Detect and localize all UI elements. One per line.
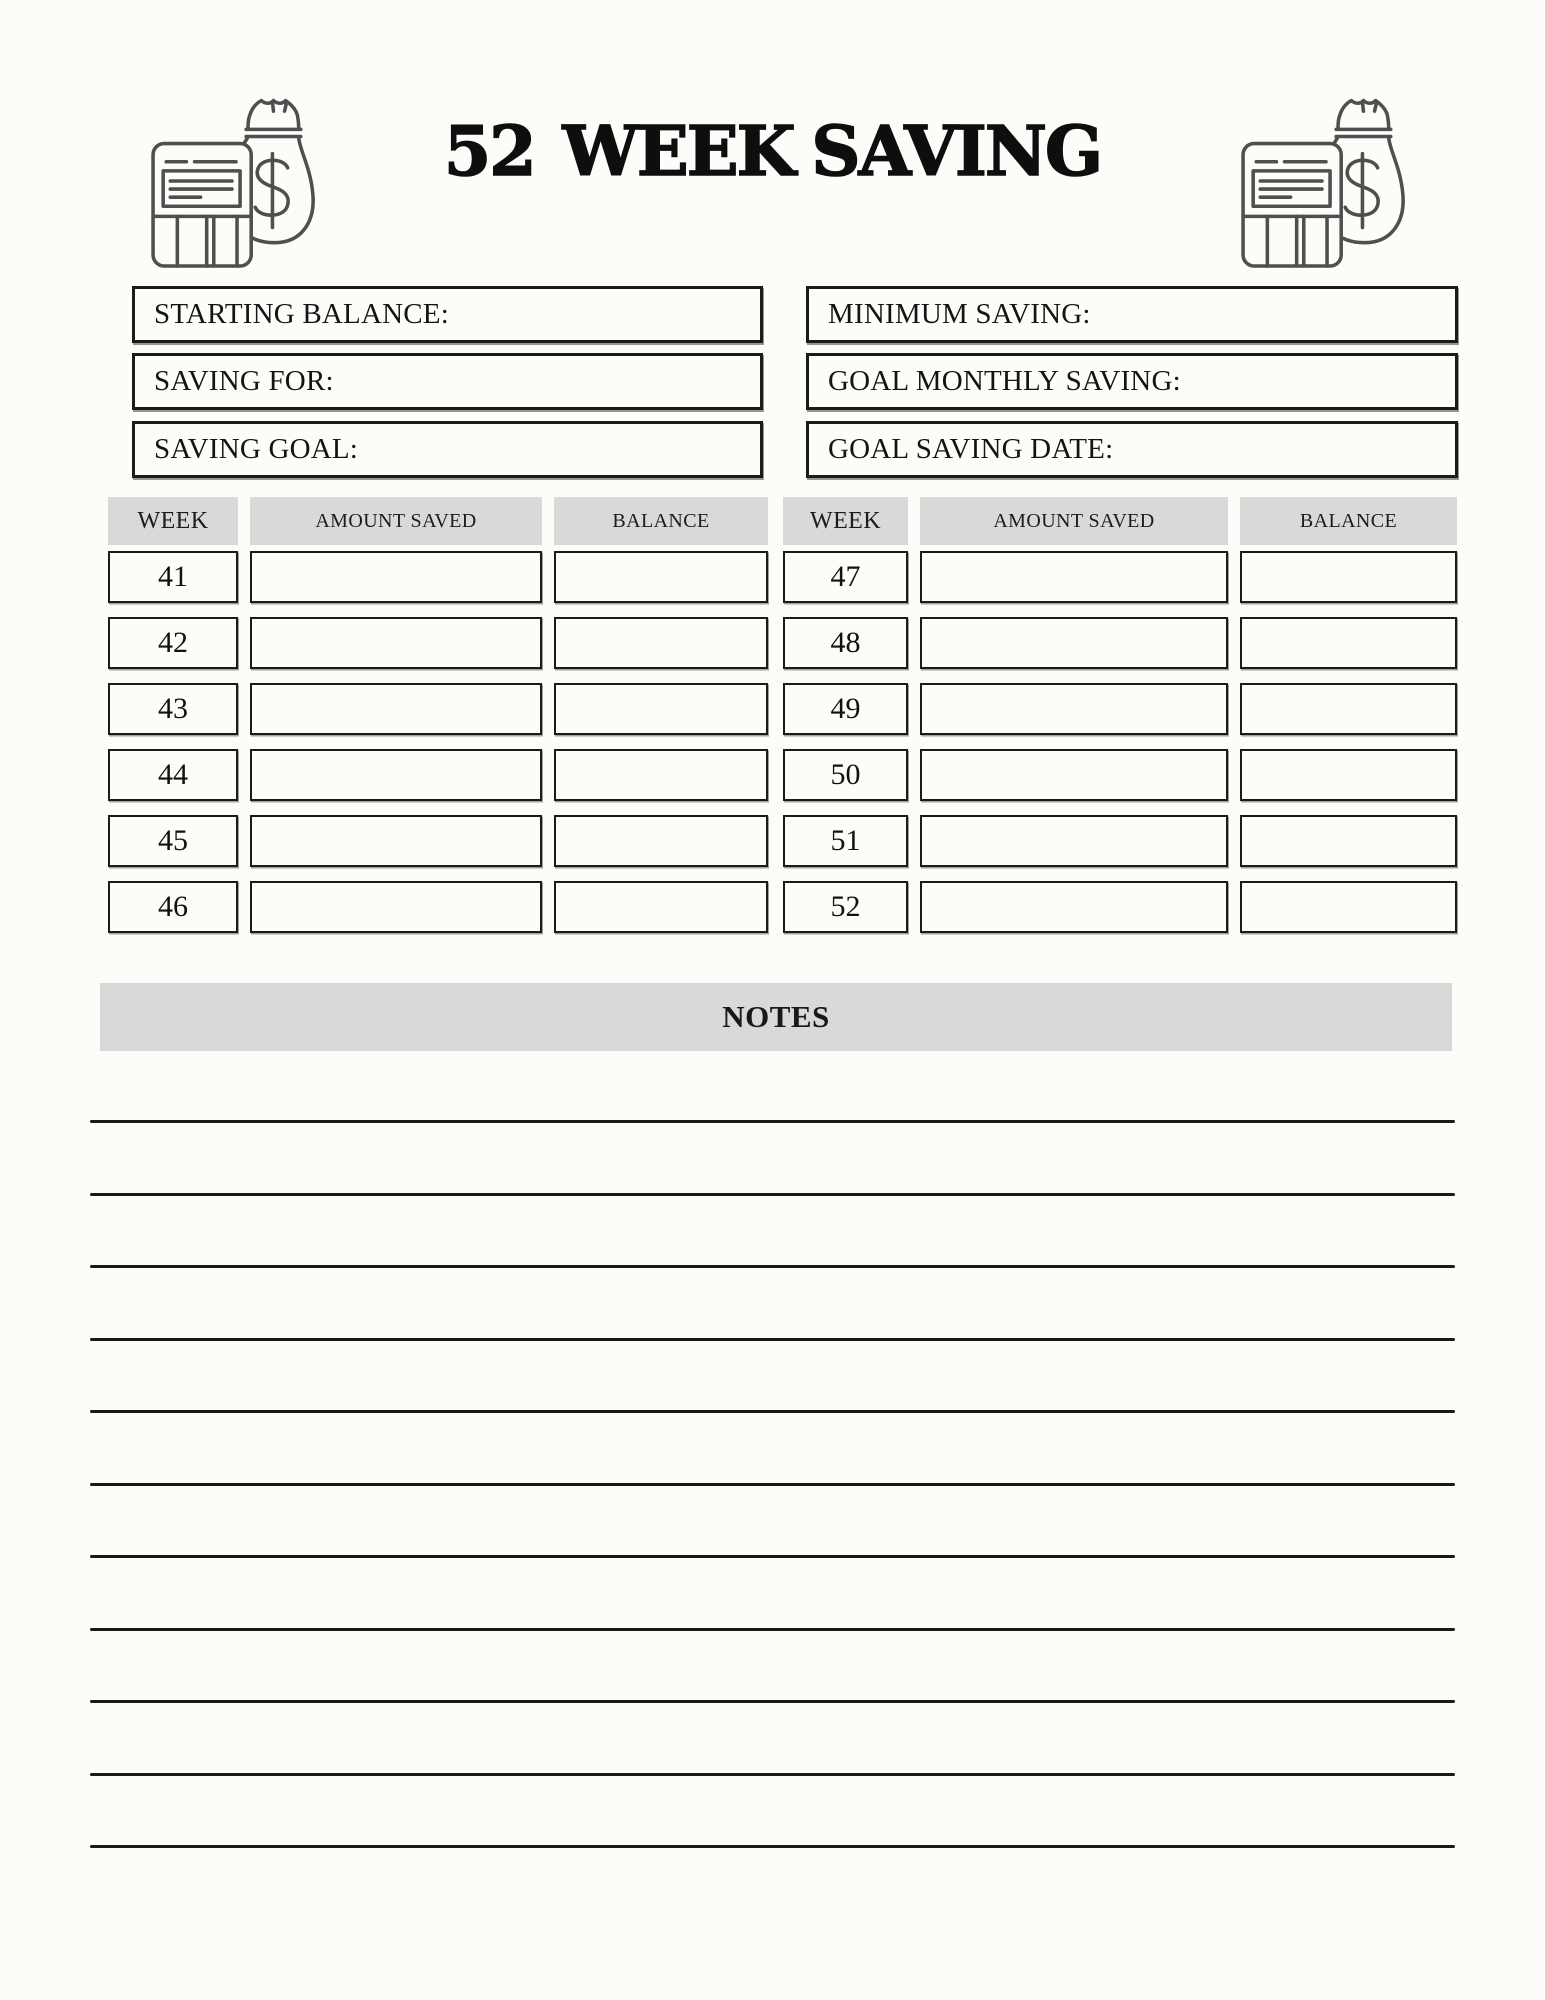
week-number-cell: 46 <box>108 881 238 933</box>
balance-cell[interactable] <box>554 815 768 867</box>
goal-monthly-saving-input-area[interactable] <box>1181 356 1455 407</box>
field-goal-monthly-saving <box>806 353 1458 410</box>
table-row <box>783 815 1457 867</box>
column-header-week: WEEK <box>783 497 908 545</box>
notes-section-title: NOTES <box>100 983 1452 1051</box>
title-number: 52 <box>443 112 535 192</box>
column-header-balance: BALANCE <box>554 497 768 545</box>
field-label: MINIMUM SAVING: <box>828 298 1091 330</box>
amount-saved-cell[interactable] <box>920 881 1228 933</box>
note-line[interactable] <box>90 1338 1455 1341</box>
table-header-row <box>108 497 768 545</box>
column-header-amount-saved: AMOUNT SAVED <box>920 497 1228 545</box>
note-line[interactable] <box>90 1483 1455 1486</box>
saving-for-input-area[interactable] <box>334 356 760 407</box>
note-line[interactable] <box>90 1773 1455 1776</box>
amount-saved-cell[interactable] <box>920 683 1228 735</box>
money-bag-icon <box>1240 96 1408 268</box>
week-number-cell: 50 <box>783 749 908 801</box>
minimum-saving-input-area[interactable] <box>1091 289 1455 340</box>
week-number-cell: 44 <box>108 749 238 801</box>
page-title <box>330 112 1215 212</box>
field-goal-saving-date <box>806 421 1458 478</box>
table-row <box>783 683 1457 735</box>
field-minimum-saving <box>806 286 1458 343</box>
amount-saved-cell[interactable] <box>250 881 542 933</box>
week-number-cell: 51 <box>783 815 908 867</box>
notes-lines <box>90 1120 1455 1848</box>
amount-saved-cell[interactable] <box>250 683 542 735</box>
note-line[interactable] <box>90 1845 1455 1848</box>
savings-table-weeks-47-52 <box>783 497 1457 933</box>
column-header-amount-saved: AMOUNT SAVED <box>250 497 542 545</box>
table-row <box>108 749 768 801</box>
table-row <box>783 551 1457 603</box>
note-line[interactable] <box>90 1265 1455 1268</box>
table-row <box>108 683 768 735</box>
week-number-cell: 41 <box>108 551 238 603</box>
balance-cell[interactable] <box>554 749 768 801</box>
table-row <box>783 749 1457 801</box>
amount-saved-cell[interactable] <box>920 749 1228 801</box>
balance-cell[interactable] <box>554 881 768 933</box>
balance-cell[interactable] <box>1240 617 1457 669</box>
table-row <box>108 551 768 603</box>
amount-saved-cell[interactable] <box>920 551 1228 603</box>
amount-saved-cell[interactable] <box>250 815 542 867</box>
table-row <box>108 881 768 933</box>
week-number-cell: 49 <box>783 683 908 735</box>
amount-saved-cell[interactable] <box>920 815 1228 867</box>
week-number-cell: 52 <box>783 881 908 933</box>
field-label: GOAL SAVING DATE: <box>828 433 1114 465</box>
field-starting-balance <box>132 286 763 343</box>
week-number-cell: 47 <box>783 551 908 603</box>
amount-saved-cell[interactable] <box>250 749 542 801</box>
table-row <box>108 617 768 669</box>
table-row <box>783 881 1457 933</box>
goal-saving-date-input-area[interactable] <box>1113 424 1455 475</box>
week-number-cell: 42 <box>108 617 238 669</box>
amount-saved-cell[interactable] <box>920 617 1228 669</box>
field-label: SAVING FOR: <box>154 365 334 397</box>
note-line[interactable] <box>90 1410 1455 1413</box>
amount-saved-cell[interactable] <box>250 617 542 669</box>
balance-cell[interactable] <box>554 617 768 669</box>
table-row <box>783 617 1457 669</box>
title-text: WEEK SAVING <box>562 112 1102 192</box>
balance-cell[interactable] <box>554 683 768 735</box>
balance-cell[interactable] <box>1240 683 1457 735</box>
balance-cell[interactable] <box>554 551 768 603</box>
column-header-week: WEEK <box>108 497 238 545</box>
field-saving-goal <box>132 421 763 478</box>
note-line[interactable] <box>90 1193 1455 1196</box>
note-line[interactable] <box>90 1555 1455 1558</box>
note-line[interactable] <box>90 1700 1455 1703</box>
week-number-cell: 48 <box>783 617 908 669</box>
field-label: SAVING GOAL: <box>154 433 359 465</box>
field-label: GOAL MONTHLY SAVING: <box>828 365 1181 397</box>
week-number-cell: 45 <box>108 815 238 867</box>
table-row <box>108 815 768 867</box>
balance-cell[interactable] <box>1240 881 1457 933</box>
starting-balance-input-area[interactable] <box>449 289 760 340</box>
savings-table-weeks-41-46 <box>108 497 768 933</box>
note-line[interactable] <box>90 1628 1455 1631</box>
saving-goal-input-area[interactable] <box>358 424 760 475</box>
balance-cell[interactable] <box>1240 815 1457 867</box>
note-line[interactable] <box>90 1120 1455 1123</box>
field-saving-for <box>132 353 763 410</box>
column-header-balance: BALANCE <box>1240 497 1457 545</box>
table-header-row <box>783 497 1457 545</box>
amount-saved-cell[interactable] <box>250 551 542 603</box>
balance-cell[interactable] <box>1240 551 1457 603</box>
field-label: STARTING BALANCE: <box>154 298 449 330</box>
week-number-cell: 43 <box>108 683 238 735</box>
balance-cell[interactable] <box>1240 749 1457 801</box>
money-bag-icon <box>150 96 318 268</box>
